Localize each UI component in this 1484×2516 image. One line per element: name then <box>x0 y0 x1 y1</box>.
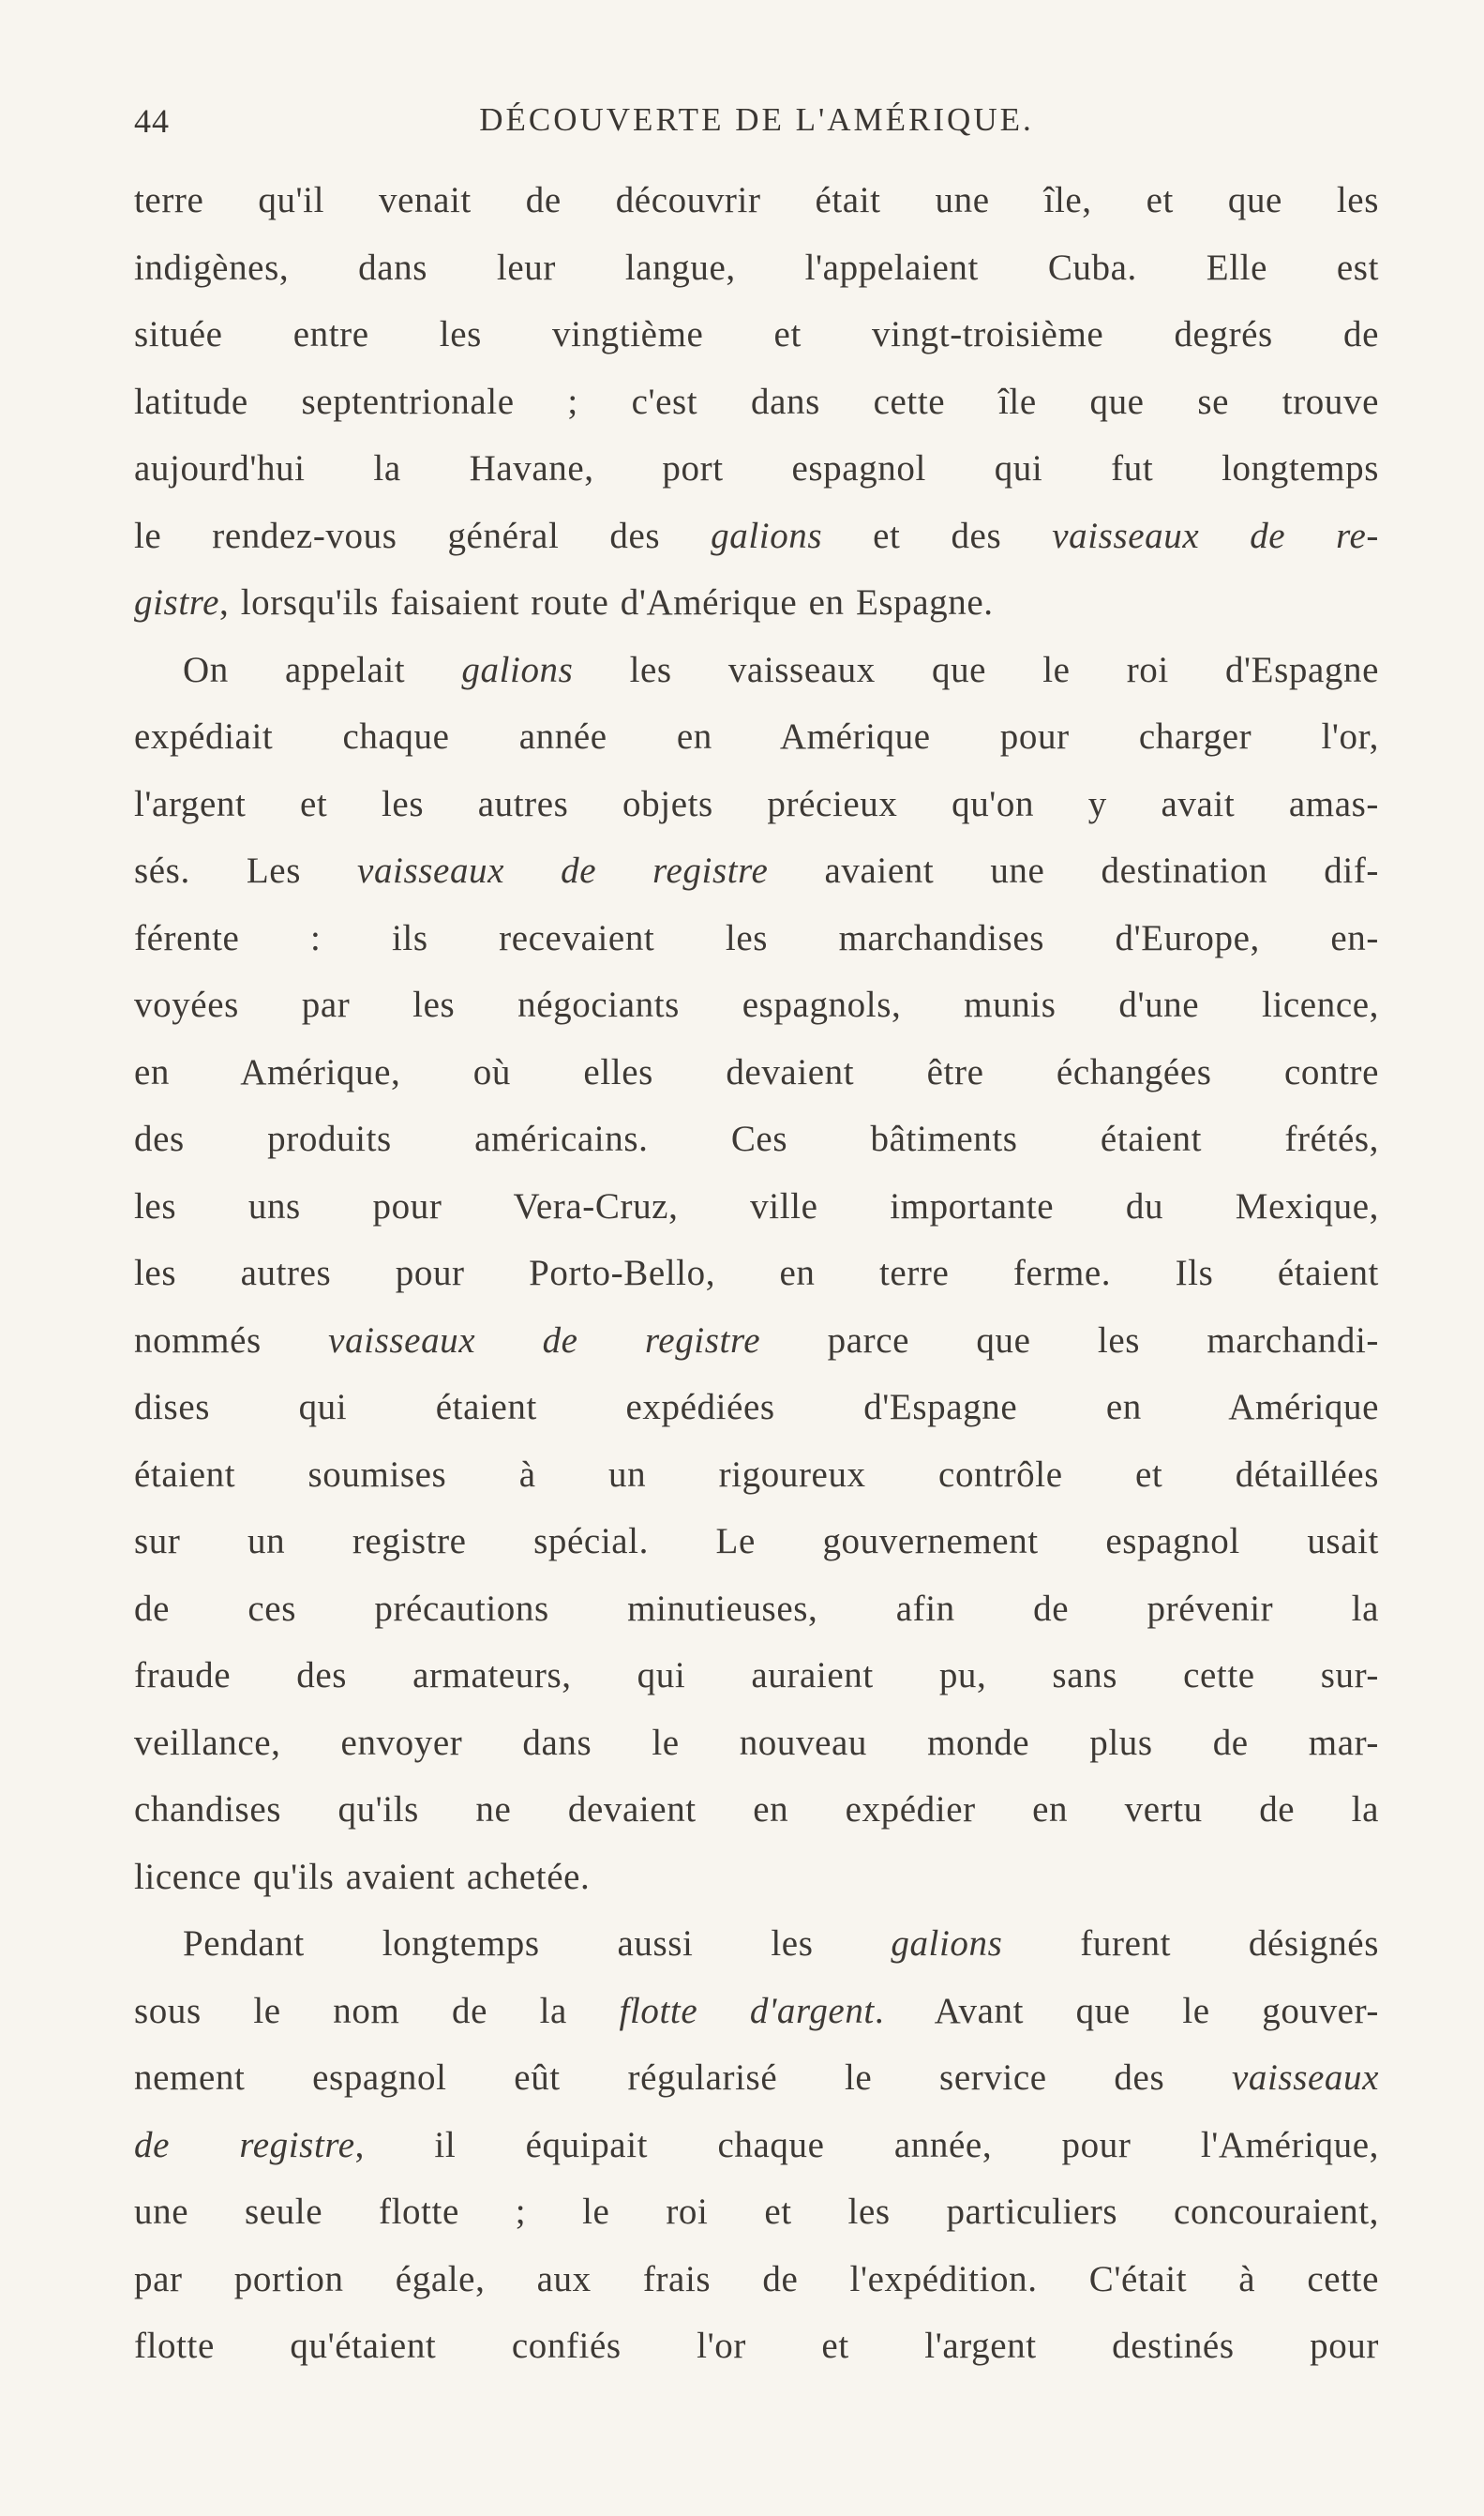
text-segment: aujourd'hui la Havane, port espagnol qui fut longtemps <box>134 448 1379 489</box>
italic-term: vaisseaux de re- <box>1052 515 1379 556</box>
text-segment: une seule flotte ; le roi et les particuliers concouraient, <box>134 2192 1379 2232</box>
text-segment: voyées par les négociants espagnols, munis d'une licence, <box>134 985 1379 1025</box>
text-segment: et des <box>822 515 1053 556</box>
text-line <box>134 301 1379 369</box>
text-segment: indigènes, dans leur langue, l'appelaient Cuba. Elle est <box>134 247 1379 288</box>
text-segment: en Amérique, où elles devaient être échangées contre <box>134 1051 1379 1092</box>
italic-term: galions <box>711 515 823 556</box>
text-segment: On appelait <box>183 649 462 690</box>
running-head: DÉCOUVERTE DE L'AMÉRIQUE. <box>479 101 1034 138</box>
italic-term: flotte d'argent <box>619 1990 875 2031</box>
text-segment: dises qui étaient expédiées d'Espagne en Amérique <box>134 1387 1379 1427</box>
italic-term: vaisseaux de registre <box>357 851 769 891</box>
text-line <box>134 2246 1379 2313</box>
text-line <box>134 1776 1379 1844</box>
body-text <box>134 167 1379 2380</box>
page-number: 44 <box>134 102 170 140</box>
italic-term: galions <box>891 1923 1003 1964</box>
text-segment: . Avant que le gouver- <box>874 1990 1379 2031</box>
text-line <box>134 369 1379 436</box>
text-segment: l'argent et les autres objets précieux qu'on y avait amas- <box>134 783 1379 824</box>
text-line <box>134 972 1379 1039</box>
text-line <box>134 1910 1379 1978</box>
text-line <box>134 771 1379 838</box>
text-line <box>134 703 1379 771</box>
text-segment: expédiait chaque année en Amérique pour charger l'or, <box>134 716 1379 757</box>
text-segment: terre qu'il venait de découvrir était une île, et que les <box>134 180 1379 220</box>
text-segment: fraude des armateurs, qui auraient pu, sans cette sur- <box>134 1655 1379 1695</box>
text-line <box>134 435 1379 503</box>
text-line <box>134 1844 1379 1911</box>
text-line <box>134 1240 1379 1307</box>
text-line <box>134 1374 1379 1441</box>
text-segment: latitude septentrionale ; c'est dans cette île que se trouve <box>134 381 1379 422</box>
italic-term: vaisseaux <box>1231 2057 1379 2098</box>
text-line <box>134 1441 1379 1509</box>
text-line <box>134 1039 1379 1107</box>
text-segment: férente : ils recevaient les marchandises d'Europe, en- <box>134 917 1379 958</box>
text-segment: les vaisseaux que le roi d'Espagne <box>573 649 1379 690</box>
text-segment: , il équipait chaque année, pour l'Amérique, <box>354 2124 1379 2165</box>
text-line <box>134 234 1379 302</box>
italic-term: gistre <box>134 582 219 623</box>
text-segment: sés. Les <box>134 851 358 891</box>
text-line <box>134 2112 1379 2179</box>
text-segment: veillance, envoyer dans le nouveau monde plus de mar- <box>134 1722 1379 1763</box>
page-header <box>134 101 1379 158</box>
text-line <box>134 905 1379 972</box>
text-segment: nommés <box>134 1319 329 1361</box>
italic-term: galions <box>461 649 574 690</box>
text-segment: située entre les vingtième et vingt-troisième degrés de <box>134 314 1379 354</box>
text-line <box>134 2178 1379 2246</box>
text-line <box>134 1575 1379 1643</box>
text-segment: parce que les marchandi- <box>760 1319 1379 1361</box>
text-segment: chandises qu'ils ne devaient en expédier en vertu de la <box>134 1789 1379 1830</box>
text-segment: Pendant longtemps aussi les <box>183 1923 892 1964</box>
text-line <box>134 637 1379 704</box>
text-line <box>134 167 1379 234</box>
text-segment: par portion égale, aux frais de l'expédition. C'était à cette <box>134 2258 1379 2299</box>
text-segment: les autres pour Porto-Bello, en terre ferme. Ils étaient <box>134 1253 1379 1293</box>
text-segment: des produits américains. Ces bâtiments étaient frétés, <box>134 1119 1379 1159</box>
text-segment: nement espagnol eût régularisé le service des <box>134 2057 1232 2098</box>
text-segment: , lorsqu'ils faisaient route d'Amérique en Espagne. <box>219 582 994 623</box>
text-segment: les uns pour Vera-Cruz, ville importante du Mexique, <box>134 1185 1379 1227</box>
text-line <box>134 503 1379 570</box>
text-line <box>134 1307 1379 1375</box>
text-segment: avaient une destination dif- <box>768 851 1379 891</box>
text-line <box>134 1173 1379 1241</box>
text-line <box>134 1978 1379 2045</box>
text-line <box>134 1106 1379 1173</box>
italic-term: vaisseaux de registre <box>328 1319 761 1361</box>
text-segment: flotte qu'étaient confiés l'or et l'argent destinés pour <box>134 2326 1379 2366</box>
text-segment: de ces précautions minutieuses, afin de prévenir la <box>134 1588 1379 1629</box>
text-line <box>134 2044 1379 2112</box>
text-segment: licence qu'ils avaient achetée. <box>134 1856 591 1897</box>
text-segment: sur un registre spécial. Le gouvernement espagnol usait <box>134 1521 1379 1561</box>
text-line <box>134 837 1379 905</box>
text-line <box>134 1508 1379 1575</box>
text-line <box>134 1642 1379 1710</box>
text-segment: étaient soumises à un rigoureux contrôle et détaillées <box>134 1454 1379 1495</box>
text-segment: sous le nom de la <box>134 1990 620 2031</box>
text-segment: le rendez-vous général des <box>134 515 712 556</box>
text-line <box>134 569 1379 637</box>
text-line <box>134 2313 1379 2380</box>
text-segment: furent désignés <box>1002 1923 1379 1964</box>
text-line <box>134 1710 1379 1777</box>
italic-term: de registre <box>134 2124 355 2165</box>
